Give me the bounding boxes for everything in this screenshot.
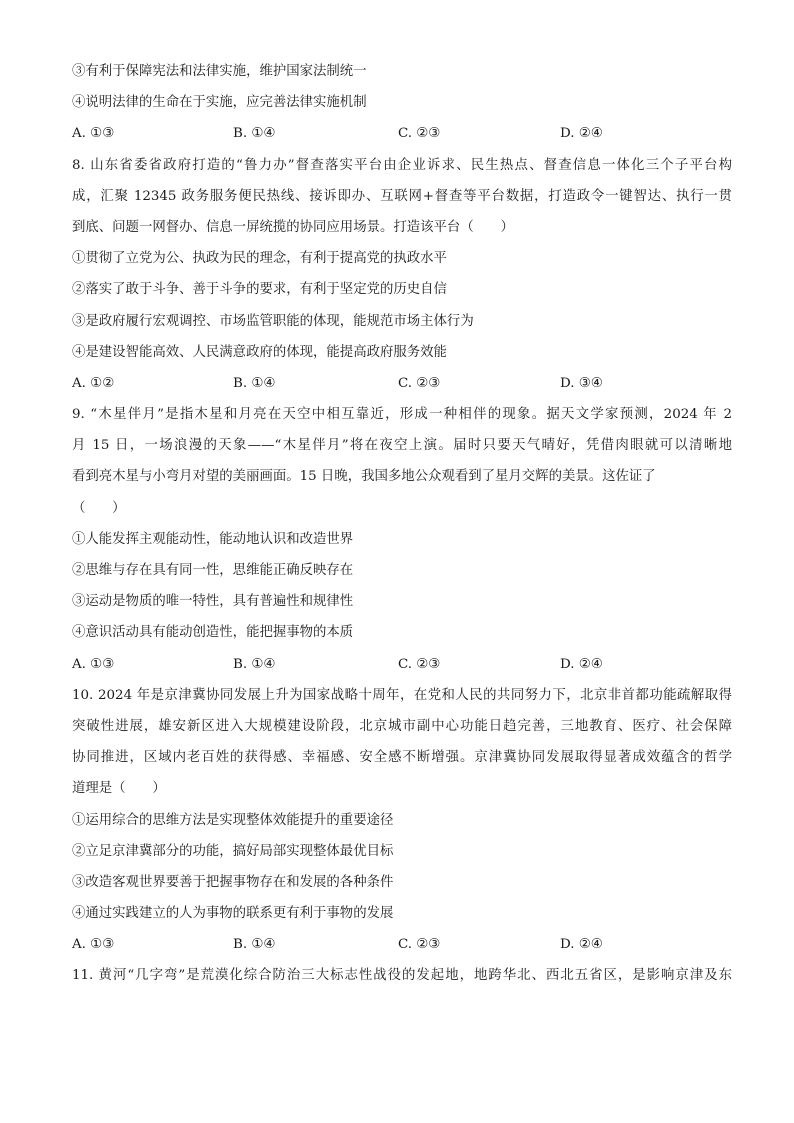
question-7-tail [72, 56, 732, 150]
choice-d[interactable]: D. ③④ [560, 375, 603, 391]
option-line: ③运动是物质的唯一特性，具有普遍性和规律性 [72, 594, 354, 610]
choice-c[interactable]: C. ②③ [398, 937, 441, 953]
choice-c[interactable]: C. ②③ [398, 656, 441, 672]
question-stem-line: 9. “木星伴月”是指木星和月亮在天空中相互靠近，形成一种相伴的现象。据天文学家预测，2024 年 2 [72, 407, 732, 423]
choice-b[interactable]: B. ①④ [233, 126, 276, 142]
question-11 [72, 960, 732, 991]
question-stem-line: 8. 山东省委省政府打造的“鲁力办”督查落实平台由企业诉求、民生热点、督查信息一体化三个子平台构 [72, 157, 732, 173]
question-stem-line: 协同推进，区域内老百姓的获得感、幸福感、安全感不断增强。京津冀协同发展取得显著成效蕴含的哲学 [72, 750, 732, 766]
option-line: ④说明法律的生命在于实施，应完善法律实施机制 [72, 95, 367, 111]
answer-choices [72, 118, 732, 149]
choice-b[interactable]: B. ①④ [233, 656, 276, 672]
choice-c[interactable]: C. ②③ [398, 375, 441, 391]
question-stem-line: 道理是（ ） [72, 781, 166, 797]
option-line: ③有利于保障宪法和法律实施，维护国家法制统一 [72, 64, 367, 79]
choice-a[interactable]: A. ①③ [72, 126, 115, 142]
option-line: ①人能发挥主观能动性，能动地认识和改造世界 [72, 531, 354, 547]
question-stem-line: 成，汇聚 12345 政务服务便民热线、接诉即办、互联网+督查等平台数据，打造政令一键智达、执行一贯 [72, 188, 732, 204]
option-line: ②立足京津冀部分的功能，搞好局部实现整体最优目标 [72, 843, 394, 859]
option-line: ④是建设智能高效、人民满意政府的体现，能提高政府服务效能 [72, 344, 447, 360]
answer-choices [72, 368, 732, 399]
question-9 [72, 399, 732, 680]
choice-a[interactable]: A. ①③ [72, 656, 115, 672]
answer-choices [72, 929, 732, 960]
choice-a[interactable]: A. ①② [72, 375, 115, 391]
choice-d[interactable]: D. ②④ [560, 126, 603, 142]
choice-b[interactable]: B. ①④ [233, 375, 276, 391]
choice-d[interactable]: D. ②④ [560, 656, 603, 672]
option-line: ④通过实践建立的人为事物的联系更有利于事物的发展 [72, 906, 394, 922]
question-stem-line: 10. 2024 年是京津冀协同发展上升为国家战略十周年，在党和人民的共同努力下，北京非首都功能疏解取得 [72, 687, 732, 703]
question-stem-line: 突破性进展，雄安新区进入大规模建设阶段，北京城市副中心功能日趋完善，三地教育、医疗、社会保障 [72, 718, 732, 734]
question-stem-line: 看到亮木星与小弯月对望的美丽画面。15 日晚，我国多地公众观看到了星月交辉的美景。这佐证了 [72, 469, 656, 485]
choice-d[interactable]: D. ②④ [560, 937, 603, 953]
option-line: ④意识活动具有能动创造性，能把握事物的本质 [72, 625, 354, 641]
answer-choices [72, 649, 732, 680]
choice-a[interactable]: A. ①③ [72, 937, 115, 953]
question-stem-line: 到底、问题一网督办、信息一屏统揽的协同应用场景。打造该平台（ ） [72, 219, 514, 235]
question-10 [72, 680, 732, 961]
question-stem-line: 月 15 日，一场浪漫的天象——“木星伴月”将在夜空上演。届时只要天气晴好，凭借肉眼就可以清晰地 [72, 438, 732, 454]
option-line: ②落实了敢于斗争、善于斗争的要求，有利于坚定党的历史自信 [72, 282, 447, 298]
question-stem-line: （ ） [72, 500, 126, 516]
choice-b[interactable]: B. ①④ [233, 937, 276, 953]
option-line: ③改造客观世界要善于把握事物存在和发展的各种条件 [72, 874, 394, 890]
question-8 [72, 150, 732, 400]
exam-page [72, 56, 732, 992]
option-line: ②思维与存在具有同一性，思维能正确反映存在 [72, 563, 354, 578]
option-line: ①运用综合的思维方法是实现整体效能提升的重要途径 [72, 812, 394, 828]
option-line: ①贯彻了立党为公、执政为民的理念，有利于提高党的执政水平 [72, 251, 447, 267]
choice-c[interactable]: C. ②③ [398, 126, 441, 142]
question-stem-line: 11. 黄河“几字弯”是荒漠化综合防治三大标志性战役的发起地，地跨华北、西北五省区，是影响京津及东 [72, 968, 732, 984]
option-line: ③是政府履行宏观调控、市场监管职能的体现，能规范市场主体行为 [72, 313, 474, 329]
